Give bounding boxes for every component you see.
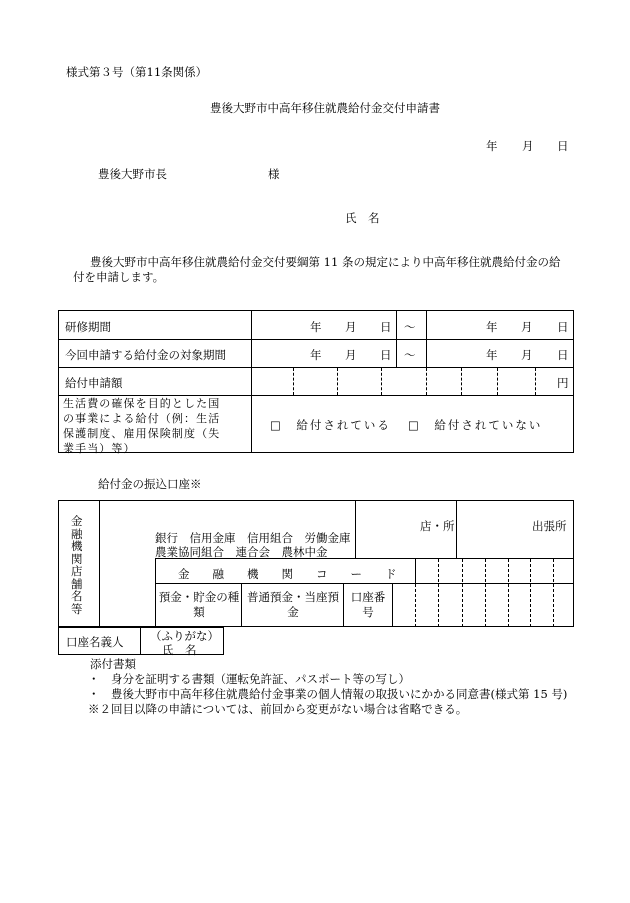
deposit-type-label: 預金・貯金の種 類 [158, 590, 240, 619]
form-number: 様式第３号（第11条関係） [66, 65, 208, 79]
target-tilde: ～ [404, 348, 416, 362]
bank-vertical-label: 金 融 機 関 店 舗 名 等 [71, 514, 83, 616]
training-start-month: 月 [345, 320, 357, 334]
attachments-heading: 添付書類 [90, 657, 136, 671]
training-end-month: 月 [521, 320, 533, 334]
date-month-label: 月 [522, 139, 534, 153]
addressee-honorific: 様 [268, 167, 280, 181]
option-receiving[interactable]: □ 給付されている [270, 418, 391, 432]
date-year-label: 年 [486, 139, 498, 153]
furigana-label: （ふりがな） [150, 629, 219, 643]
bank-section-title: 給付金の振込口座※ [98, 477, 202, 491]
bank-types-line1: 銀行 信用金庫 信用組合 労働金庫 [155, 531, 351, 545]
amount-label: 給付申請額 [65, 376, 123, 390]
training-start-year: 年 [310, 320, 322, 334]
bank-code-label: 金 融 機 関 コ ー ド [178, 567, 397, 581]
training-period-label: 研修期間 [65, 320, 111, 334]
target-end-day: 日 [557, 348, 569, 362]
body-text-line1: 豊後大野市中高年移住就農給付金交付要綱第 11 条の規定により中高年移住就農給付金の給 [90, 255, 561, 269]
applicant-name-label: 氏 名 [345, 211, 380, 225]
amount-unit: 円 [557, 376, 569, 390]
target-start-year: 年 [310, 348, 322, 362]
date-day-label: 日 [557, 139, 569, 153]
training-start-day: 日 [380, 320, 392, 334]
training-end-day: 日 [557, 320, 569, 334]
training-end-year: 年 [486, 320, 498, 334]
bank-types-line2: 農業協同組合 連合会 農林中金 [155, 545, 328, 559]
holder-name-label: 氏 名 [162, 643, 197, 657]
option-not-receiving[interactable]: □ 給付されていない [408, 418, 543, 432]
branch-label: 店・所 [420, 519, 455, 533]
attachments-note: ※２回目以降の申請については、前回から変更がない場合は省略できる。 [88, 702, 468, 716]
body-text-line2: 付を申請します。 [73, 270, 165, 284]
account-number-label: 口座番 号 [350, 590, 386, 619]
deposit-type-value: 普通預金・当座預 金 [247, 590, 339, 619]
account-holder-label: 口座名義人 [66, 635, 124, 649]
target-period-label: 今回申請する給付金の対象期間 [65, 348, 226, 362]
sub-branch-label: 出張所 [532, 519, 567, 533]
other-benefits-label: 生活費の確保を目的とした国 の事業による給付（例：生活 保護制度、雇用保険制度（失 業手当）等） [63, 397, 221, 455]
addressee-name: 豊後大野市長 [98, 167, 167, 181]
target-end-year: 年 [486, 348, 498, 362]
attachment-item-2: ・ 豊後大野市中高年移住就農給付金事業の個人情報の取扱いにかかる同意書(様式第 15 号) [88, 687, 568, 701]
attachment-item-1: ・ 身分を証明する書類（運転免許証、パスポート等の写し） [88, 672, 410, 686]
target-end-month: 月 [521, 348, 533, 362]
training-tilde: ～ [404, 320, 416, 334]
page-title: 豊後大野市中高年移住就農給付金交付申請書 [210, 101, 440, 115]
target-start-month: 月 [345, 348, 357, 362]
target-start-day: 日 [380, 348, 392, 362]
